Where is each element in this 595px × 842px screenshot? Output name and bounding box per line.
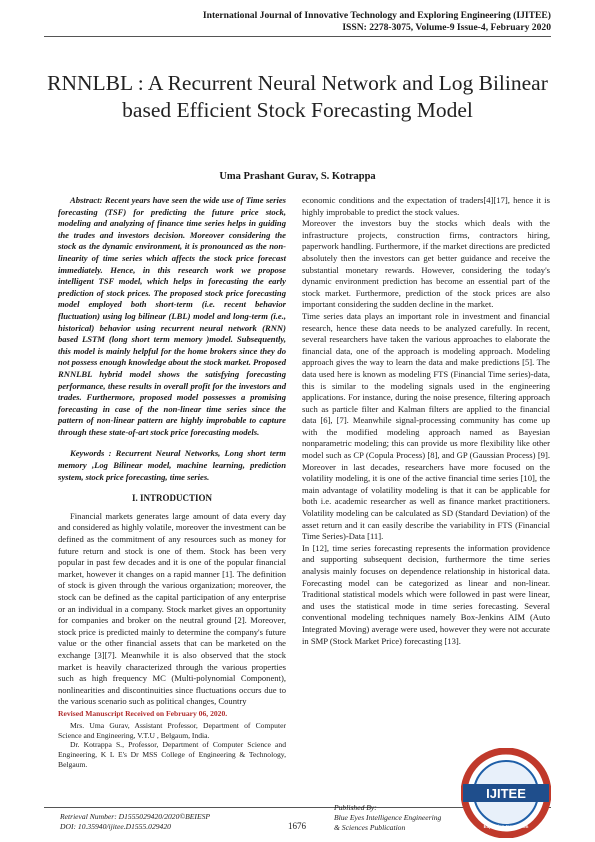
journal-issn: ISSN: 2278-3075, Volume-9 Issue-4, February 2020 xyxy=(342,22,551,33)
keywords: Keywords : Recurrent Neural Networks, Long short term memory ,Log Bilinear model, machine learning, prediction system, stock price forecasting, time series. xyxy=(58,448,286,482)
retrieval-number: Retrieval Number: D1555029420/2020©BEIESP xyxy=(60,812,211,821)
header-rule xyxy=(44,36,551,37)
paper-authors: Uma Prashant Gurav, S. Kotrappa xyxy=(219,171,376,182)
publisher-info xyxy=(334,803,441,833)
author-note-2: Dr. Kotrappa S., Professor, Department of Computer Science and Engineering, K L E's Dr MSS College of Engineering & Technology, Belgaum. xyxy=(58,740,286,769)
right-column xyxy=(302,195,550,647)
journal-name: International Journal of Innovative Technology and Exploring Engineering (IJITEE) xyxy=(202,10,551,21)
author-note-1: Mrs. Uma Gurav, Assistant Professor, Department of Computer Science and Engineering, V.T.U , Belgaum, India. xyxy=(58,720,286,740)
right-paragraph-2: Moreover the investors buy the stocks which deals with the infrastructure projects, construction firms, contractors hiring, paperwork handling. Furthermore, if the market directions are predicted absolutely then the investors can get better guidance and receive the substantial monetary rewards. However, considering the today's dynamic environment prediction has become an essential part of the stock market. Furthermore, prediction of the stock prices are also important considering the sudden decline in the market. xyxy=(302,218,550,310)
revised-received: Revised Manuscript Received on February 06, 2020. xyxy=(58,709,228,718)
right-paragraph-4: In [12], time series forecasting represents the information providence and supporting subsequent decision, furthermore the time series analysis mainly focuses on dependence relationship in historical data. Forecasting model can be categorized as linear and non-linear. Traditional statistical models which were followed in past were linear, and uses the statistical mode in time series forecasting. Several conventional modeling techniques namely Box-Jenkins AIM (Auto Integrated Moving) average were used, however they were not accurate in SMP (Stock Market Price) forecasting [13]. xyxy=(302,542,550,646)
right-paragraph-1: economic conditions and the expectation of traders[4][17], hence it is highly improbable to predict the stock values. xyxy=(302,195,550,217)
doi: DOI: 10.35940/ijitee.D1555.029420 xyxy=(60,822,171,831)
journal-logo xyxy=(461,748,551,838)
author-notes xyxy=(58,709,286,770)
paper-title: RNNLBL : A Recurrent Neural Network and Log Bilinear based Efficient Stock Forecasting Model xyxy=(47,71,548,122)
page-number: 1676 xyxy=(288,821,306,831)
publisher-line-2: & Sciences Publication xyxy=(334,823,406,832)
intro-paragraph: Financial markets generates large amount of data every day and considered as highly volatile, moreover the investment can be defined as the commitment of any resources such as money for future return and stock is one of them. Stock has been very popular in past few decades and it is one of the popular financial market, however it changes on a rapid manner [1]. The definition of stock is given through the various organization; moreover, the stock can be defined as the capital participation of any enterprise or an individual in a company. Stock market gives an opportunity for companies and broker on the neutral ground [2]. Moreover, stock price is predicted mainly to determine the company's future value or the other financial assets that can be marketed on the exchange [3][7]. Meanwhile it is also observed that the stock market is heavily characterized through the various properties such as high frequency MC (Multi-polynomial Component), nonlinearities and discontinuities since fluctuations occurs due to the various scenario such as political changes, Country xyxy=(58,510,286,707)
footer-identifiers xyxy=(60,812,210,832)
publisher-line-1: Blue Eyes Intelligence Engineering xyxy=(334,813,442,822)
journal-header xyxy=(203,10,551,34)
published-by-label: Published By: xyxy=(334,803,377,812)
right-paragraph-3: Time series data plays an important role in investment and financial research, hence these data needs to be analyzed carefully. In recent, several researchers have taken the various approaches to elaborate the financial data, one of the approach is modeling approach. Modeling approach gives the way to learn the data and make predictions [5]. The data used here is known as modeling FTS (Financial Time series)-data, this is similar to the modeling signals used in the engineering applications. For instance, during the noise presence, filtering approach such as particle filter and Kalman filters are applied to the financial data [6], [7]. Meanwhile signal-processing community has come up with the modified modeling approach named as Bayesian nonparametric modeling; this can provide us more flexibility like other model such as CP (Copula Process) [8], and GP (Gaussian Process) [9]. Moreover in last decades, researchers have more focused on the volatility modeling, it is one of the active financial time series [10], the main advantage of volatility modeling is that it can be applicable for both i.e. academic researcher as well as finance market practitioners. Volatility modeling can be calculated as SD (Standard Deviation) of the asset return and it can easily describe the variability in FTS (Financial Time Series)-Data [11]. xyxy=(302,310,550,542)
left-column xyxy=(58,195,286,708)
logo-text: IJITEE xyxy=(486,786,526,801)
section-heading-introduction: I. INTRODUCTION xyxy=(131,493,212,504)
logo-ring-text: Exploring Innovation xyxy=(483,824,529,829)
abstract: Abstract: Recent years have seen the wide use of Time series forecasting (TSF) for predicting the future price stock, modeling and analyzing of finance time series helps in guiding the trades and investors decision. Moreover considering the stock as the dynamic environment, it is pronounced as the non-linearity of time series which affects the stock price forecast immediately. Hence, in this research work we propose intelligent TSF model, which helps in forecasting the early prediction of stock prices. The proposed stock price forecasting model employed both short-term (i.e. recent behavior fluctuation) using log bilinear (LBL) model and long-term (i.e., historical) behavior using recurrent neural network (RNN) based LSTM (long short term memory )model. Subsequently, this model is mainly helpful for the home brokers since they do not possess enough knowledge about the stock market. Proposed RNNLBL hybrid model shows the satisfying forecasting performance, these results in overall profit for the investors and trades. Furthermore, proposed model possesses a promising forecasting in case of the non-linear time series since the pattern of non-linear pattern are highly improbable to capture through these state-of-art stock price forecasting models. xyxy=(58,195,286,437)
